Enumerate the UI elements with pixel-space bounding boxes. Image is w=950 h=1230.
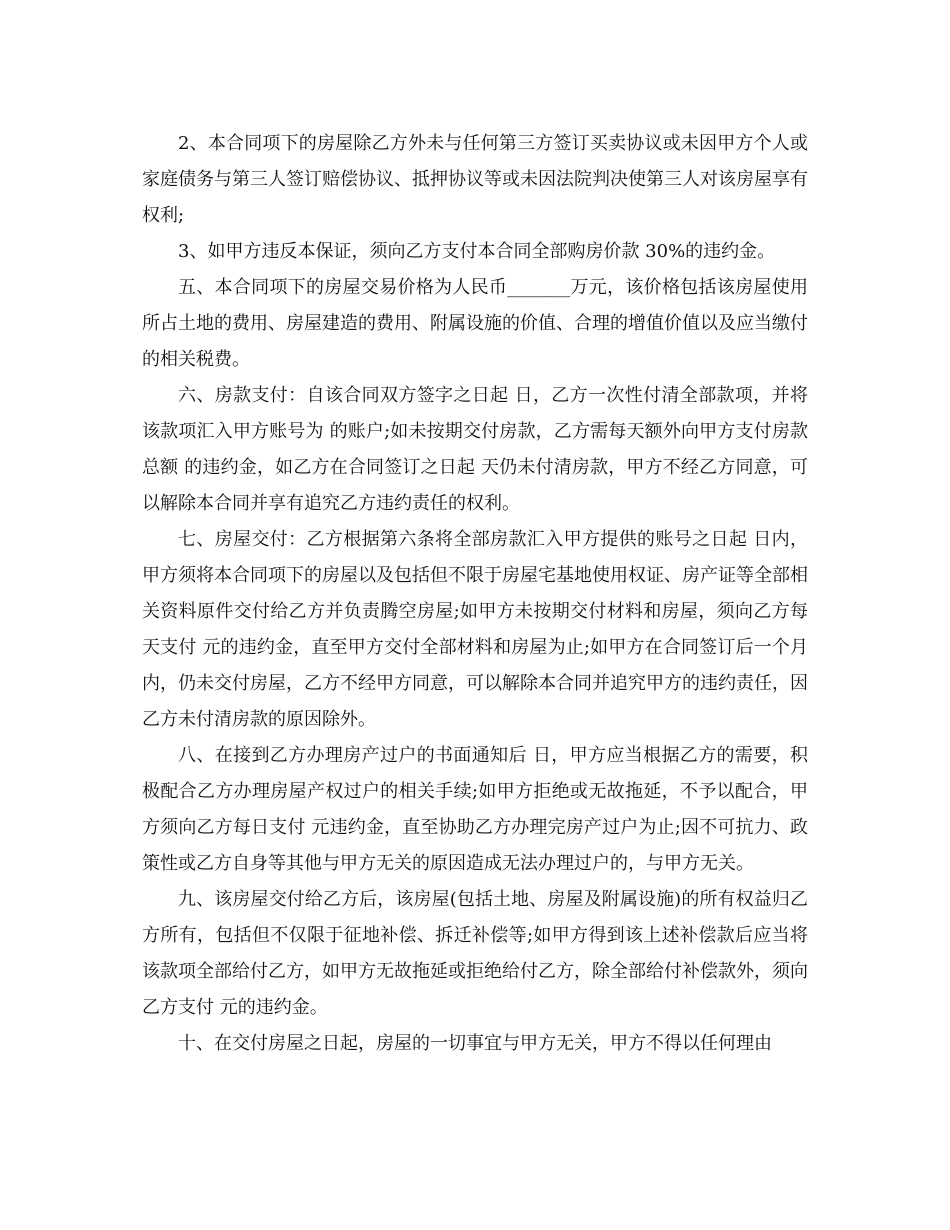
contract-body: [142, 126, 808, 1062]
clause-3-breach-penalty: 3、如甲方违反本保证，须向乙方支付本合同全部购房价款 30%的违约金。: [178, 241, 776, 262]
clause-2-property-ownership: 2、本合同项下的房屋除乙方外未与任何第三方签订买卖协议或未因甲方个人或家庭债务与第三人签订赔偿协议、抵押协议等或未因法院判决使第三人对该房屋享有权利;: [142, 133, 808, 226]
clause-8-transfer: 八、在接到乙方办理房产过户的书面通知后 日，甲方应当根据乙方的需要，积极配合乙方办理房屋产权过户的相关手续;如甲方拒绝或无故拖延，不予以配合，甲方须向乙方每日支付 元违约金，直至协助乙方办理完房产过户为止;因不可抗力、政策性或乙方自身等其他与甲方无关的原因造成无法办理过户的，与甲方无关。: [142, 745, 808, 874]
clause-5-transaction-price: 五、本合同项下的房屋交易价格为人民币_______万元，该价格包括该房屋使用所占土地的费用、房屋建造的费用、附属设施的价值、合理的增值价值以及应当缴付的相关税费。: [142, 277, 808, 370]
clause-6-payment: 六、房款支付：自该合同双方签字之日起 日，乙方一次性付清全部款项，并将该款项汇入甲方账号为 的账户;如未按期交付房款，乙方需每天额外向甲方支付房款总额 的违约金，如乙方在合同签订之日起 天仍未付清房款，甲方不经乙方同意，可以解除本合同并享有追究乙方违约责任的权利。: [142, 385, 808, 514]
clause-9-rights: 九、该房屋交付给乙方后，该房屋(包括土地、房屋及附属设施)的所有权益归乙方所有，包括但不仅限于征地补偿、拆迁补偿等;如甲方得到该上述补偿款后应当将该款项全部给付乙方，如甲方无故拖延或拒绝给付乙方，除全部给付补偿款外，须向乙方支付 元的违约金。: [142, 889, 808, 1018]
clause-7-delivery: 七、房屋交付：乙方根据第六条将全部房款汇入甲方提供的账号之日起 日内，甲方须将本合同项下的房屋以及包括但不限于房屋宅基地使用权证、房产证等全部相关资料原件交付给乙方并负责腾空房屋;如甲方未按期交付材料和房屋，须向乙方每天支付 元的违约金，直至甲方交付全部材料和房屋为止;如甲方在合同签订后一个月内，仍未交付房屋，乙方不经甲方同意，可以解除本合同并追究甲方的违约责任，因乙方未付清房款的原因除外。: [142, 529, 808, 730]
clause-10-after-delivery: 十、在交付房屋之日起，房屋的一切事宜与甲方无关，甲方不得以任何理由: [178, 1033, 772, 1054]
